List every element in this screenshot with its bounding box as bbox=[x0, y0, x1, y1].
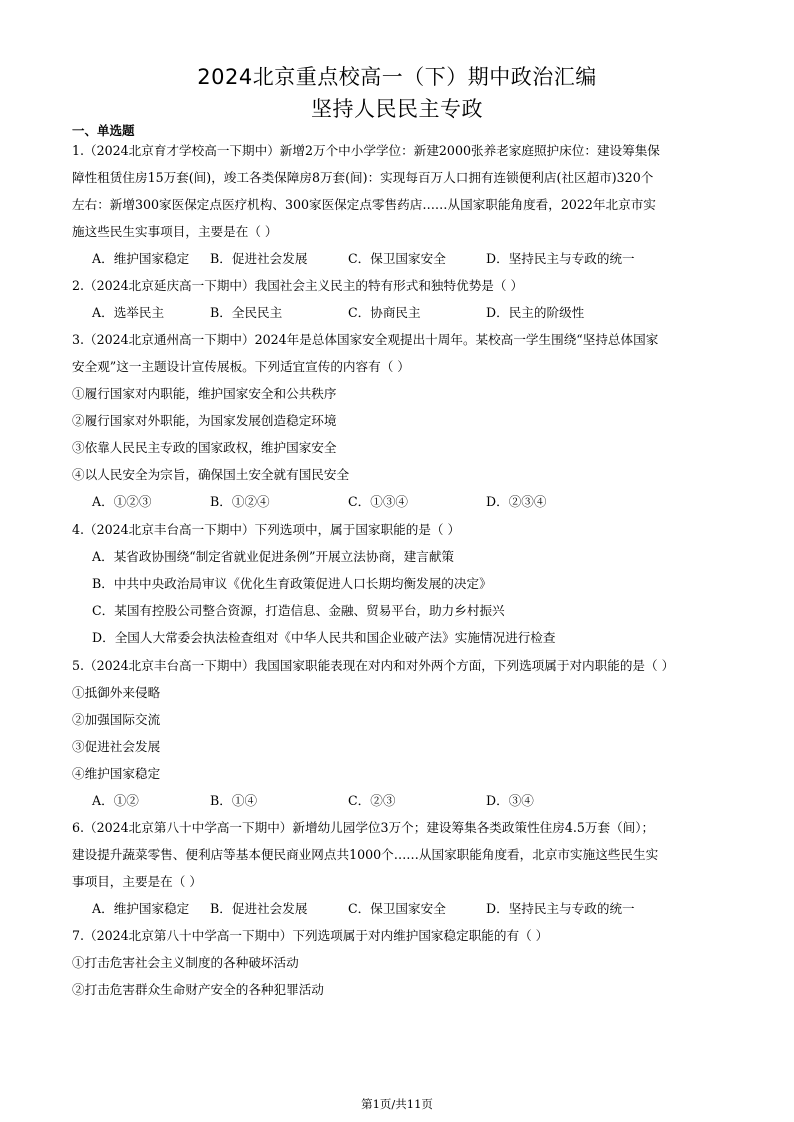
question-3-item: ④以人民安全为宗旨，确保国土安全就有国民安全 bbox=[72, 467, 350, 482]
option-c: C．保卫国家安全 bbox=[348, 901, 446, 916]
question-1-stem: 1.（2024北京育才学校高一下期中）新增2万个中小学学位：新建2000张养老家庭照护床位：建设筹集保 bbox=[72, 143, 660, 158]
question-1-stem: 施这些民生实事项目，主要是在（ ） bbox=[72, 224, 278, 239]
question-1-stem: 障性租赁住房15万套(间)，竣工各类保障房8万套(间)：实现每百万人口拥有连锁便利店(社区超市)320个 bbox=[72, 170, 654, 185]
question-2-stem: 2.（2024北京延庆高一下期中）我国社会主义民主的特有形式和独特优势是（ ） bbox=[72, 278, 524, 293]
question-1-stem: 左右：新增300家医保定点医疗机构、300家医保定点零售药店……从国家职能角度看，2022年北京市实 bbox=[72, 197, 656, 212]
page-number: 第1页/共11页 bbox=[361, 1097, 433, 1111]
document-title: 2024北京重点校高一（下）期中政治汇编 bbox=[197, 65, 597, 89]
question-6-options bbox=[92, 900, 732, 918]
question-3-item: ①履行国家对内职能，维护国家安全和公共秩序 bbox=[72, 386, 337, 401]
question-6-stem: 6.（2024北京第八十中学高一下期中）新增幼儿园学位3万个；建设筹集各类政策性住房4.5万套（间）； bbox=[72, 820, 655, 835]
option-b: B．促进社会发展 bbox=[210, 901, 308, 916]
question-3-stem: 3.（2024北京通州高一下期中）2024年是总体国家安全观提出十周年。某校高一学生围绕“坚持总体国家 bbox=[72, 332, 659, 347]
option-d: D．坚持民主与专政的统一 bbox=[486, 251, 635, 266]
question-5-item: ①抵御外来侵略 bbox=[72, 685, 161, 700]
question-5-stem: 5.（2024北京丰台高一下期中）我国国家职能表现在对内和对外两个方面，下列选项属于对内职能的是（ ） bbox=[72, 658, 675, 673]
option-d: D．民主的阶级性 bbox=[486, 305, 585, 320]
question-2-options bbox=[92, 304, 732, 322]
question-3-item: ③依靠人民民主专政的国家政权，维护国家安全 bbox=[72, 440, 337, 455]
section-heading: 一、单选题 bbox=[72, 123, 135, 138]
option-d: D．③④ bbox=[486, 793, 534, 808]
option-c: C．协商民主 bbox=[348, 305, 421, 320]
option-a: A．某省政协围绕“制定省就业促进条例”开展立法协商，建言献策 bbox=[92, 549, 455, 564]
option-c: C．保卫国家安全 bbox=[348, 251, 446, 266]
option-b: B．①④ bbox=[210, 793, 258, 808]
question-6-stem: 建设提升蔬菜零售、便利店等基本便民商业网点共1000个……从国家职能角度看，北京市实施这些民生实 bbox=[72, 847, 659, 862]
question-7-stem: 7.（2024北京第八十中学高一下期中）下列选项属于对内维护国家稳定职能的有（ ） bbox=[72, 928, 549, 943]
question-5-item: ③促进社会发展 bbox=[72, 739, 161, 754]
question-5-item: ④维护国家稳定 bbox=[72, 766, 161, 781]
question-4-stem: 4.（2024北京丰台高一下期中）下列选项中，属于国家职能的是（ ） bbox=[72, 522, 461, 537]
question-3-stem: 安全观”这一主题设计宣传展板。下列适宜宣传的内容有（ ） bbox=[72, 359, 410, 374]
option-d: D．全国人大常委会执法检查组对《中华人民共和国企业破产法》实施情况进行检查 bbox=[92, 630, 556, 645]
question-3-item: ②履行国家对外职能，为国家发展创造稳定环境 bbox=[72, 413, 337, 428]
option-a: A．①②③ bbox=[92, 494, 152, 509]
option-b: B．①②④ bbox=[210, 494, 270, 509]
question-5-options bbox=[92, 792, 732, 810]
option-a: A．维护国家稳定 bbox=[92, 901, 190, 916]
question-7-item: ①打击危害社会主义制度的各种破坏活动 bbox=[72, 955, 299, 970]
option-b: B．中共中央政治局审议《优化生育政策促进人口长期均衡发展的决定》 bbox=[92, 576, 492, 591]
question-3-options bbox=[92, 493, 732, 511]
option-d: D．②③④ bbox=[486, 494, 547, 509]
question-1-options bbox=[92, 250, 732, 268]
option-c: C．某国有控股公司整合资源，打造信息、金融、贸易平台，助力乡村振兴 bbox=[92, 603, 505, 618]
option-b: B．促进社会发展 bbox=[210, 251, 308, 266]
option-b: B．全民民主 bbox=[210, 305, 283, 320]
option-c: C．②③ bbox=[348, 793, 396, 808]
question-6-stem: 事项目，主要是在（ ） bbox=[72, 874, 202, 889]
option-a: A．选举民主 bbox=[92, 305, 165, 320]
option-a: A．①② bbox=[92, 793, 139, 808]
option-c: C．①③④ bbox=[348, 494, 409, 509]
question-7-item: ②打击危害群众生命财产安全的各种犯罪活动 bbox=[72, 982, 324, 997]
option-a: A．维护国家稳定 bbox=[92, 251, 190, 266]
document-subtitle: 坚持人民民主专政 bbox=[311, 97, 483, 121]
option-d: D．坚持民主与专政的统一 bbox=[486, 901, 635, 916]
question-5-item: ②加强国际交流 bbox=[72, 712, 161, 727]
